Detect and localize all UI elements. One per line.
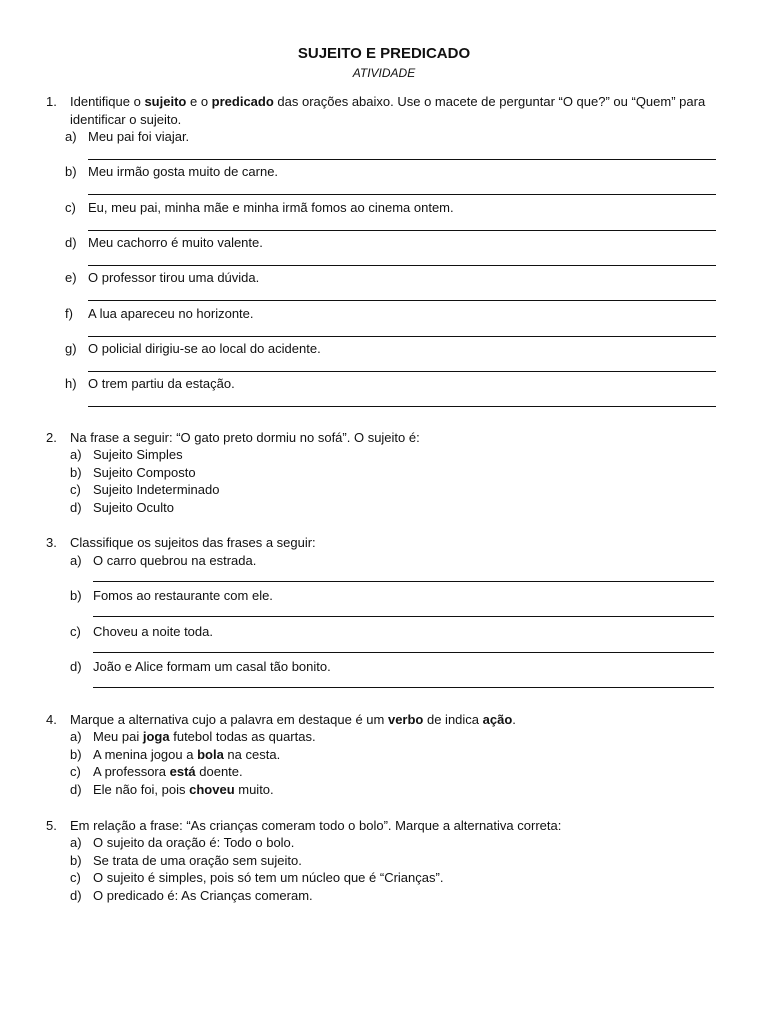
item-text: Meu pai foi viajar.: [88, 129, 190, 144]
question-text: Na frase a seguir: “O gato preto dormiu no sofá”. O sujeito é:: [70, 430, 420, 445]
highlight-acao: ação: [482, 712, 513, 727]
option-letter: d): [70, 500, 82, 516]
option-item: [70, 781, 730, 798]
option-text: [93, 746, 280, 764]
answer-line: [88, 371, 716, 372]
option-text: [93, 781, 274, 799]
item-text: O policial dirigiu-se ao local do acidente.: [88, 340, 321, 356]
option-text: Se trata de uma oração sem sujeito.: [93, 852, 302, 868]
item-letter: c): [70, 623, 81, 639]
answer-line: [93, 652, 714, 653]
list-item: [65, 199, 725, 216]
option-letter: b): [70, 746, 82, 762]
item-letter: d): [70, 658, 82, 674]
option-text-highlight: joga: [142, 729, 170, 744]
item-text: Fomos ao restaurante com ele.: [93, 588, 273, 604]
option-text: [93, 728, 316, 746]
answer-line: [88, 194, 716, 195]
option-letter: a): [70, 447, 82, 462]
item-letter: f): [65, 305, 73, 321]
option-letter: d): [70, 888, 82, 904]
option-text-highlight: bola: [197, 746, 224, 762]
list-item: [70, 587, 730, 604]
option-item: [70, 499, 730, 516]
item-letter: a): [65, 129, 77, 144]
item-letter: c): [65, 199, 76, 215]
option-text: Sujeito Oculto: [93, 500, 174, 516]
item-text: João e Alice formam um casal tão bonito.: [93, 658, 331, 674]
page-subtitle: ATIVIDADE: [352, 66, 416, 80]
question-text: Identifique o sujeito e o predicado das orações abaixo. Use o macete de perguntar “O que?” ou “Quem” para identificar o sujeito.: [70, 94, 706, 127]
option-text-post: muito.: [234, 782, 274, 798]
answer-line: [93, 616, 714, 617]
item-letter: g): [65, 340, 77, 356]
highlight-sujeito: sujeito: [144, 94, 187, 109]
option-text-post: na cesta.: [223, 746, 281, 762]
option-item: [70, 481, 730, 498]
item-text: Choveu a noite toda.: [93, 623, 213, 639]
answer-line: [88, 230, 716, 231]
option-letter: c): [70, 482, 81, 498]
item-letter: b): [65, 164, 77, 180]
answer-line: [88, 159, 716, 160]
list-item: [65, 305, 725, 322]
option-text: Sujeito Simples: [93, 447, 183, 462]
option-letter: b): [70, 852, 82, 868]
answer-line: [88, 300, 716, 301]
question-text: Classifique os sujeitos das frases a seguir:: [70, 535, 316, 550]
option-item: [70, 852, 730, 869]
option-text-pre: A professora: [93, 764, 170, 780]
option-item: [70, 446, 730, 463]
item-letter: e): [65, 270, 77, 286]
list-item: [70, 658, 730, 675]
option-text: O predicado é: As Crianças comeram.: [93, 888, 313, 904]
option-text-highlight: está: [169, 764, 196, 780]
question-number: 5.: [46, 818, 57, 833]
item-text: A lua apareceu no horizonte.: [88, 305, 254, 321]
option-text: [93, 763, 243, 781]
option-item: [70, 763, 730, 780]
option-item: [70, 464, 730, 481]
list-item: [65, 375, 725, 392]
option-text-post: doente.: [195, 764, 243, 780]
option-text-pre: Meu pai: [93, 729, 143, 744]
option-text-post: futebol todas as quartas.: [169, 729, 316, 744]
list-item: [70, 623, 730, 640]
list-item: [65, 128, 725, 145]
question-text: Marque a alternativa cujo a palavra em destaque é um verbo de indica ação.: [70, 712, 516, 727]
highlight-verbo: verbo: [387, 712, 424, 727]
question-number: 2.: [46, 430, 57, 445]
item-letter: d): [65, 234, 77, 250]
option-text: O sujeito da oração é: Todo o bolo.: [93, 835, 295, 850]
item-letter: a): [70, 553, 82, 568]
answer-line: [93, 581, 714, 582]
option-letter: c): [70, 764, 81, 780]
option-item: [70, 746, 730, 763]
item-text: Eu, meu pai, minha mãe e minha irmã fomos ao cinema ontem.: [88, 199, 454, 215]
item-text: O professor tirou uma dúvida.: [88, 270, 260, 286]
answer-line: [88, 406, 716, 407]
question-number: 4.: [46, 712, 57, 727]
option-item: [70, 887, 730, 904]
option-letter: b): [70, 464, 82, 480]
highlight-predicado: predicado: [211, 94, 274, 109]
option-text-highlight: choveu: [189, 782, 235, 798]
option-text-pre: A menina jogou a: [93, 746, 198, 762]
question-number: 3.: [46, 535, 57, 550]
answer-line: [88, 265, 716, 266]
option-item: [70, 869, 730, 886]
option-item: [70, 834, 730, 851]
item-text: Meu irmão gosta muito de carne.: [88, 164, 279, 180]
answer-line: [93, 687, 714, 688]
list-item: [65, 234, 725, 251]
option-text: O sujeito é simples, pois só tem um núcleo que é “Crianças”.: [93, 870, 444, 886]
answer-line: [88, 336, 716, 337]
item-text: O carro quebrou na estrada.: [93, 553, 257, 568]
option-letter: a): [70, 835, 82, 850]
option-text-pre: Ele não foi, pois: [93, 782, 190, 798]
option-letter: d): [70, 782, 82, 798]
list-item: [70, 552, 730, 569]
item-letter: h): [65, 376, 77, 392]
option-text: Sujeito Composto: [93, 464, 196, 480]
option-item: [70, 728, 730, 745]
item-text: Meu cachorro é muito valente.: [88, 234, 263, 250]
option-text: Sujeito Indeterminado: [93, 482, 220, 498]
list-item: [65, 269, 725, 286]
list-item: [65, 163, 725, 180]
page-title: SUJEITO E PREDICADO: [297, 45, 471, 62]
question-number: 1.: [46, 94, 57, 109]
item-letter: b): [70, 588, 82, 604]
option-letter: c): [70, 870, 81, 886]
question-text: Em relação a frase: “As crianças comeram todo o bolo”. Marque a alternativa correta:: [70, 818, 562, 833]
item-text: O trem partiu da estação.: [88, 376, 235, 392]
option-letter: a): [70, 729, 82, 744]
list-item: [65, 340, 725, 357]
